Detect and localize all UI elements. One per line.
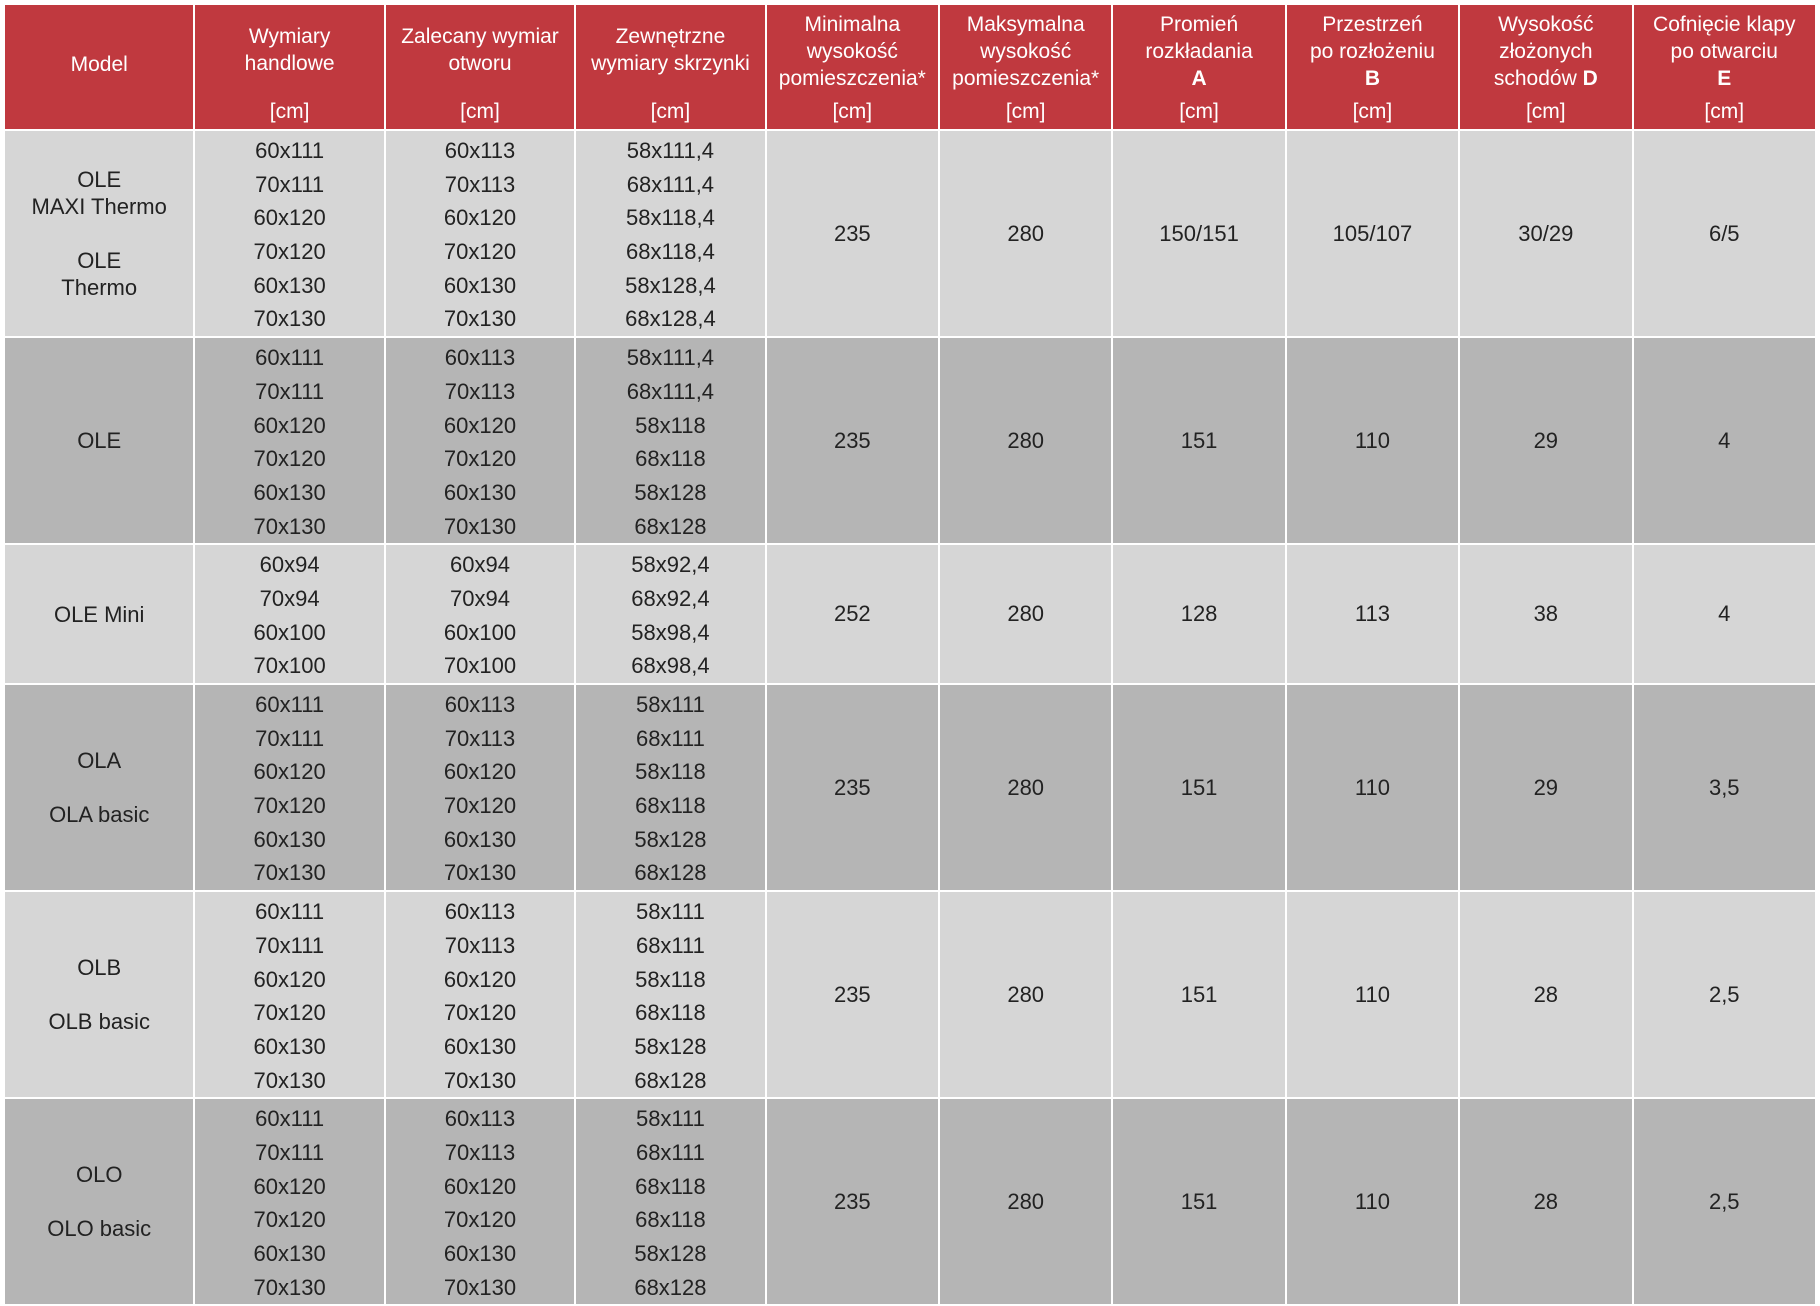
zalecany-value: 60x100 — [443, 619, 517, 645]
zalecany-value: 60x130 — [443, 826, 517, 852]
header-unit: [cm] — [1525, 100, 1566, 123]
model-group — [5, 685, 1815, 890]
max-h-cell: 280 — [940, 131, 1111, 336]
cofniecie-cell: 3,5 — [1634, 685, 1816, 890]
zalecany-value: 70x120 — [443, 446, 517, 472]
header-wymiary — [195, 5, 383, 129]
wysokosc-cell: 29 — [1460, 685, 1631, 890]
zalecany-value: 70x120 — [443, 1000, 517, 1026]
min-h-cell: 235 — [767, 685, 938, 890]
wymiary-value: 60x130 — [253, 1033, 326, 1059]
zalecany-value: 70x130 — [443, 860, 517, 886]
model-cell — [5, 892, 193, 1097]
wymiary-value: 70x111 — [255, 725, 325, 751]
promien-cell: 151 — [1113, 892, 1284, 1097]
zewnetrzne-value: 68x118,4 — [625, 239, 715, 265]
zalecany-value: 70x94 — [450, 585, 510, 611]
zalecany-value: 70x113 — [444, 1139, 516, 1165]
model-name: MAXI Thermo — [31, 194, 167, 220]
zewnetrzne-value: 68x128,4 — [625, 306, 716, 332]
wymiary-cell — [195, 685, 383, 890]
zewnetrzne-value: 68x111 — [635, 932, 705, 958]
zalecany-value: 60x113 — [444, 138, 516, 163]
przestrzen-cell: 110 — [1287, 1099, 1458, 1304]
zewnetrzne-value: 58x118 — [635, 759, 706, 785]
header-zewnetrzne-label: Zewnętrzne wymiary skrzynki — [591, 25, 750, 75]
cofniecie-cell: 6/5 — [1634, 131, 1816, 336]
header-przestrzen — [1287, 5, 1458, 129]
wymiary-value: 70x120 — [253, 1000, 326, 1026]
header-min-height-label: Minimalna wysokość pomieszczenia* — [778, 13, 926, 90]
model-spacer — [5, 774, 193, 801]
model-name: OLA basic — [49, 802, 150, 828]
max-h-cell: 280 — [940, 892, 1111, 1097]
header-wysokosc — [1460, 5, 1631, 129]
wymiary-value: 60x111 — [255, 138, 325, 163]
header-max-height — [940, 5, 1111, 129]
zewnetrzne-value: 58x128 — [634, 826, 707, 852]
zalecany-value: 60x120 — [443, 412, 517, 438]
zewnetrzne-value: 58x128 — [634, 479, 707, 505]
wymiary-value: 70x111 — [255, 378, 325, 404]
table-row — [5, 131, 1815, 336]
zalecany-value: 60x120 — [443, 759, 517, 785]
header-model — [5, 5, 193, 129]
zewnetrzne-value: 58x98,4 — [631, 619, 710, 645]
cofniecie-cell: 2,5 — [1634, 892, 1816, 1097]
min-h-cell: 235 — [767, 892, 938, 1097]
zewnetrzne-value: 68x128 — [634, 1067, 707, 1093]
wymiary-value: 70x111 — [255, 1139, 325, 1165]
min-h-cell: 235 — [767, 131, 938, 336]
cofniecie-cell: 4 — [1634, 338, 1816, 543]
zewnetrzne-value: 58x128 — [634, 1241, 707, 1266]
zalecany-value: 60x130 — [443, 1033, 517, 1059]
spec-table — [3, 3, 1817, 1306]
zewnetrzne-value: 58x118 — [635, 966, 706, 992]
wymiary-cell — [195, 338, 383, 543]
header-zalecany-label: Zalecany wymiar otworu — [401, 25, 559, 75]
zewnetrzne-cell — [576, 545, 764, 683]
max-h-cell: 280 — [940, 685, 1111, 890]
promien-cell: 151 — [1113, 1099, 1284, 1304]
table-row — [5, 545, 1815, 683]
zalecany-value: 60x94 — [450, 552, 510, 578]
cofniecie-cell: 2,5 — [1634, 1099, 1816, 1304]
zewnetrzne-value: 58x111 — [635, 692, 705, 717]
header-przestrzen-letter: B — [1364, 67, 1381, 90]
zalecany-value: 70x130 — [443, 1067, 517, 1093]
zewnetrzne-value: 68x92,4 — [631, 585, 710, 611]
wymiary-value: 60x130 — [253, 1241, 326, 1266]
header-cofniecie-label: Cofnięcie klapy po otwarciu — [1653, 13, 1796, 63]
wymiary-value: 70x111 — [255, 171, 325, 197]
cofniecie-cell: 4 — [1634, 545, 1816, 683]
zalecany-value: 60x113 — [444, 899, 516, 925]
przestrzen-cell: 110 — [1287, 685, 1458, 890]
model-name: Thermo — [61, 275, 138, 301]
zalecany-cell — [386, 892, 574, 1097]
max-h-cell: 280 — [940, 545, 1111, 683]
promien-cell: 128 — [1113, 545, 1284, 683]
zewnetrzne-value: 68x111 — [635, 725, 705, 751]
min-h-cell: 235 — [767, 1099, 938, 1304]
header-unit: [cm] — [650, 100, 691, 123]
wymiary-value: 60x130 — [253, 479, 326, 505]
model-cell — [5, 545, 193, 683]
wymiary-value: 60x111 — [255, 692, 325, 717]
zewnetrzne-value: 58x111 — [635, 899, 705, 925]
model-name: OLO — [75, 1162, 123, 1188]
zalecany-value: 70x113 — [444, 171, 516, 197]
zalecany-value: 70x100 — [443, 653, 517, 679]
zewnetrzne-value: 68x98,4 — [631, 653, 710, 679]
zewnetrzne-value: 68x128 — [634, 1274, 707, 1300]
wymiary-value: 70x130 — [253, 306, 326, 332]
przestrzen-cell: 110 — [1287, 892, 1458, 1097]
header-unit: [cm] — [1005, 100, 1046, 123]
wymiary-value: 60x130 — [253, 272, 326, 298]
wysokosc-cell: 29 — [1460, 338, 1631, 543]
wymiary-value: 70x120 — [253, 239, 326, 265]
zalecany-value: 70x113 — [444, 725, 516, 751]
wymiary-value: 60x94 — [259, 552, 320, 578]
zewnetrzne-value: 58x111,4 — [626, 138, 715, 163]
table-row — [5, 1099, 1815, 1304]
model-name: OLA — [77, 748, 122, 774]
wymiary-value: 70x120 — [253, 446, 326, 472]
zalecany-cell — [386, 545, 574, 683]
zewnetrzne-value: 68x128 — [634, 513, 707, 539]
zalecany-cell — [386, 338, 574, 543]
zalecany-value: 70x120 — [443, 793, 517, 819]
zalecany-value: 60x130 — [443, 272, 517, 298]
zewnetrzne-value: 68x118 — [635, 1000, 706, 1026]
zewnetrzne-value: 58x92,4 — [631, 552, 710, 578]
promien-cell: 151 — [1113, 338, 1284, 543]
wymiary-value: 60x120 — [253, 759, 326, 785]
zewnetrzne-value: 58x111 — [635, 1106, 705, 1132]
model-cell — [5, 1099, 193, 1304]
zewnetrzne-value: 68x111,4 — [626, 378, 715, 404]
header-unit: [cm] — [1179, 100, 1219, 123]
zalecany-value: 60x113 — [444, 692, 516, 717]
header-unit: [cm] — [269, 100, 310, 123]
min-h-cell: 252 — [767, 545, 938, 683]
model-cell — [5, 338, 193, 543]
model-spacer — [5, 1188, 193, 1215]
wymiary-cell — [195, 892, 383, 1097]
header-wysokosc-line3: schodów — [1493, 67, 1577, 90]
zalecany-value: 70x130 — [443, 513, 517, 539]
zalecany-cell — [386, 685, 574, 890]
model-name: OLB — [77, 955, 122, 981]
zewnetrzne-value: 68x118 — [635, 446, 706, 472]
zewnetrzne-value: 58x118,4 — [625, 205, 715, 231]
model-name: OLB basic — [48, 1009, 150, 1035]
wymiary-value: 60x111 — [255, 345, 325, 371]
header-promien — [1113, 5, 1284, 129]
header-max-height-label: Maksymalna wysokość pomieszczenia* — [952, 13, 1100, 90]
przestrzen-cell: 105/107 — [1287, 131, 1458, 336]
wymiary-value: 70x130 — [253, 860, 326, 886]
zewnetrzne-value: 68x111,4 — [626, 171, 715, 197]
promien-cell: 151 — [1113, 685, 1284, 890]
zalecany-value: 70x130 — [443, 1274, 517, 1300]
wymiary-value: 70x111 — [255, 932, 325, 958]
model-group — [5, 892, 1815, 1097]
zalecany-value: 60x120 — [443, 205, 517, 231]
zalecany-value: 60x113 — [444, 345, 516, 371]
zalecany-value: 70x113 — [444, 378, 516, 404]
model-group — [5, 131, 1815, 336]
przestrzen-cell: 110 — [1287, 338, 1458, 543]
wymiary-value: 60x120 — [253, 205, 326, 231]
wymiary-value: 60x120 — [253, 966, 326, 992]
model-group — [5, 338, 1815, 543]
przestrzen-cell: 113 — [1287, 545, 1458, 683]
wymiary-cell — [195, 131, 383, 336]
zalecany-cell — [386, 131, 574, 336]
wymiary-value: 70x94 — [259, 585, 320, 611]
max-h-cell: 280 — [940, 1099, 1111, 1304]
zewnetrzne-value: 68x111 — [635, 1139, 705, 1165]
wymiary-value: 70x100 — [253, 653, 326, 679]
model-spacer — [5, 981, 193, 1008]
zewnetrzne-value: 58x128,4 — [625, 272, 716, 298]
model-cell — [5, 131, 193, 336]
header-zalecany — [386, 5, 574, 129]
header-wysokosc-line3-wrap — [1464, 65, 1627, 92]
model-name: OLE — [77, 248, 122, 274]
zewnetrzne-value: 68x128 — [634, 860, 707, 886]
zewnetrzne-cell — [576, 338, 764, 543]
table-row — [5, 338, 1815, 543]
wymiary-value: 70x130 — [253, 1067, 326, 1093]
wymiary-value: 60x130 — [253, 826, 326, 852]
model-name: OLE — [77, 428, 122, 454]
header-promien-letter: A — [1191, 67, 1207, 90]
header-unit: [cm] — [1704, 100, 1745, 123]
wysokosc-cell: 30/29 — [1460, 131, 1631, 336]
header-unit: [cm] — [832, 100, 873, 123]
header-cofniecie — [1634, 5, 1816, 129]
zewnetrzne-value: 68x118 — [635, 1207, 706, 1233]
zalecany-cell — [386, 1099, 574, 1304]
header-wysokosc-letter: D — [1582, 67, 1598, 90]
zewnetrzne-cell — [576, 131, 764, 336]
model-spacer — [5, 220, 193, 247]
zalecany-value: 60x113 — [444, 1106, 516, 1132]
zewnetrzne-value: 68x118 — [635, 793, 706, 819]
header-min-height — [767, 5, 938, 129]
model-group — [5, 1099, 1815, 1304]
header-model-label: Model — [70, 53, 128, 76]
zalecany-value: 70x130 — [443, 306, 517, 332]
wymiary-value: 60x120 — [253, 412, 326, 438]
header-wysokosc-line1: Wysokość — [1498, 13, 1594, 36]
zalecany-value: 70x120 — [443, 239, 517, 265]
wysokosc-cell: 28 — [1460, 1099, 1631, 1304]
wymiary-value: 60x120 — [253, 1173, 326, 1199]
model-group — [5, 545, 1815, 683]
wysokosc-cell: 28 — [1460, 892, 1631, 1097]
table-row — [5, 892, 1815, 1097]
zewnetrzne-value: 58x111,4 — [626, 345, 715, 371]
min-h-cell: 235 — [767, 338, 938, 543]
header-wysokosc-line2: złożonych — [1499, 40, 1593, 63]
wymiary-value: 70x120 — [253, 793, 326, 819]
header-przestrzen-label: Przestrzeń po rozłożeniu — [1309, 13, 1435, 63]
zewnetrzne-cell — [576, 685, 764, 890]
zalecany-value: 70x113 — [444, 932, 516, 958]
wysokosc-cell: 38 — [1460, 545, 1631, 683]
max-h-cell: 280 — [940, 338, 1111, 543]
wymiary-value: 60x111 — [255, 899, 325, 925]
wymiary-value: 70x120 — [253, 1207, 326, 1233]
model-name: OLE Mini — [53, 601, 145, 627]
zewnetrzne-cell — [576, 1099, 764, 1304]
zewnetrzne-cell — [576, 892, 764, 1097]
wymiary-value: 70x130 — [253, 1274, 326, 1300]
table-row — [5, 685, 1815, 890]
header-cofniecie-letter: E — [1717, 67, 1732, 90]
wymiary-value: 70x130 — [253, 513, 326, 539]
header-zewnetrzne — [576, 5, 764, 129]
zewnetrzne-value: 68x118 — [635, 1173, 706, 1199]
zalecany-value: 60x130 — [443, 479, 517, 505]
zewnetrzne-value: 58x128 — [634, 1033, 707, 1059]
wymiary-value: 60x100 — [253, 619, 326, 645]
zalecany-value: 60x120 — [443, 966, 517, 992]
wymiary-cell — [195, 545, 383, 683]
promien-cell: 150/151 — [1113, 131, 1284, 336]
zewnetrzne-value: 58x118 — [635, 412, 706, 438]
zalecany-value: 70x120 — [443, 1207, 517, 1233]
model-cell — [5, 685, 193, 890]
zalecany-value: 60x130 — [443, 1241, 517, 1266]
table-header — [5, 5, 1815, 129]
zalecany-value: 60x120 — [443, 1173, 517, 1199]
header-promien-label: Promień rozkładania — [1145, 13, 1253, 63]
model-name: OLO basic — [47, 1216, 152, 1242]
header-unit: [cm] — [1352, 100, 1393, 123]
wymiary-cell — [195, 1099, 383, 1304]
header-wymiary-label: Wymiary handlowe — [244, 25, 335, 75]
header-unit: [cm] — [460, 100, 500, 123]
model-name: OLE — [77, 167, 122, 193]
wymiary-value: 60x111 — [255, 1106, 325, 1132]
